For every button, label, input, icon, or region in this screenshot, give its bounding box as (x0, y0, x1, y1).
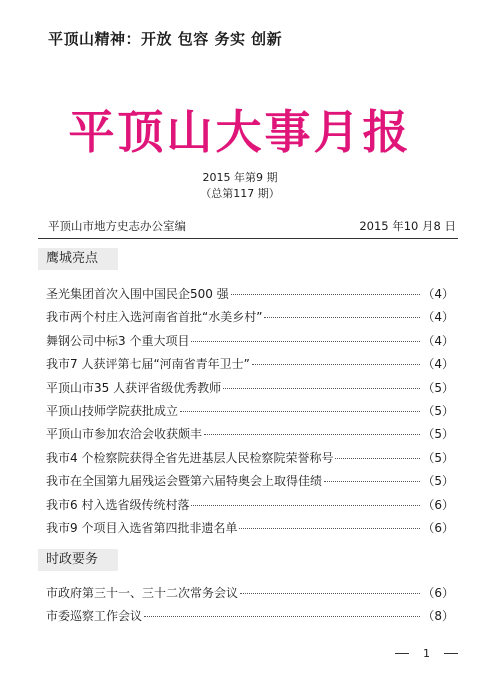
dot-leader (239, 528, 420, 529)
toc-highlights (46, 285, 454, 542)
issue-total-number: （总第117 期） (200, 187, 280, 200)
section-heading-highlights: 鹰城亮点 (38, 248, 118, 270)
toc-item-page: （4） (422, 310, 454, 325)
dot-leader (191, 505, 420, 506)
dot-leader (240, 593, 420, 594)
toc-item[interactable] (46, 402, 454, 425)
toc-item[interactable] (46, 308, 454, 331)
toc-item[interactable] (46, 519, 454, 542)
toc-item-page: （4） (422, 357, 454, 372)
toc-item-page: （5） (422, 427, 454, 442)
toc-item-title: 圣光集团首次入围中国民企500 强 (46, 287, 229, 301)
toc-item[interactable] (46, 379, 454, 402)
toc-item[interactable] (46, 425, 454, 448)
toc-item[interactable] (46, 285, 454, 308)
toc-item-title: 我市7 人获评第七届“河南省青年卫士” (46, 357, 250, 372)
toc-item-page: （5） (422, 380, 454, 395)
toc-item-title: 我市两个村庄入选河南省首批“水美乡村” (46, 310, 263, 325)
toc-item-page: （8） (422, 609, 454, 624)
toc-item-title: 我市在全国第九届残运会暨第六届特奥会上取得佳绩 (46, 474, 323, 489)
toc-item[interactable] (46, 355, 454, 378)
toc-item-title: 市政府第三十一、三十二次常务会议 (46, 586, 239, 600)
toc-item-page: （6） (422, 497, 454, 512)
dot-leader (204, 434, 420, 435)
dot-leader (223, 388, 420, 389)
dot-leader (231, 294, 421, 295)
page-footer (395, 647, 458, 660)
toc-item[interactable] (46, 584, 454, 607)
publication-date: 2015 年10 月8 日 (359, 219, 456, 233)
toc-item[interactable] (46, 449, 454, 472)
toc-item-title: 平顶山技师学院获批成立 (46, 403, 179, 418)
toc-item-title: 市委巡察工作会议 (46, 609, 143, 624)
toc-politics (46, 584, 454, 631)
header-rule (38, 238, 458, 239)
toc-item-page: （5） (422, 474, 454, 489)
toc-item-page: （6） (422, 520, 454, 535)
toc-item[interactable] (46, 472, 454, 495)
dot-leader (191, 341, 420, 342)
publication-title: 平顶山大事月报 (68, 105, 412, 159)
toc-item[interactable] (46, 496, 454, 519)
toc-item[interactable] (46, 607, 454, 630)
slogan: 平顶山精神：开放 包容 务实 创新 (48, 30, 283, 48)
toc-item-title: 平顶山市参加农洽会收获颇丰 (46, 427, 203, 442)
dot-leader (144, 616, 420, 617)
toc-item-title: 我市4 个检察院获得全省先进基层人民检察院荣誉称号 (46, 450, 334, 465)
issue-number: 2015 年第9 期 (202, 171, 278, 184)
toc-item[interactable] (46, 332, 454, 355)
toc-item-page: （4） (422, 287, 454, 301)
toc-item-title: 我市6 村入选省级传统村落 (46, 497, 190, 512)
section-heading-politics: 时政要务 (38, 549, 118, 571)
page-number: 1 (423, 647, 430, 660)
dot-leader (335, 458, 420, 459)
issue-info (0, 170, 480, 202)
footer-dash-right (444, 653, 458, 654)
toc-item-page: （6） (422, 586, 454, 600)
toc-item-title: 我市9 个项目入选省第四批非遗名单 (46, 520, 238, 535)
toc-item-title: 平顶山市35 人获评省级优秀教师 (46, 380, 222, 395)
toc-item-title: 舞钢公司中标3 个重大项目 (46, 333, 190, 348)
toc-item-page: （4） (422, 333, 454, 348)
dot-leader (180, 411, 420, 412)
dot-leader (264, 317, 420, 318)
publisher: 平顶山市地方史志办公室编 (48, 219, 186, 233)
dot-leader (252, 364, 420, 365)
toc-item-page: （5） (422, 403, 454, 418)
toc-item-page: （5） (422, 450, 454, 465)
footer-dash-left (395, 653, 409, 654)
dot-leader (324, 481, 420, 482)
